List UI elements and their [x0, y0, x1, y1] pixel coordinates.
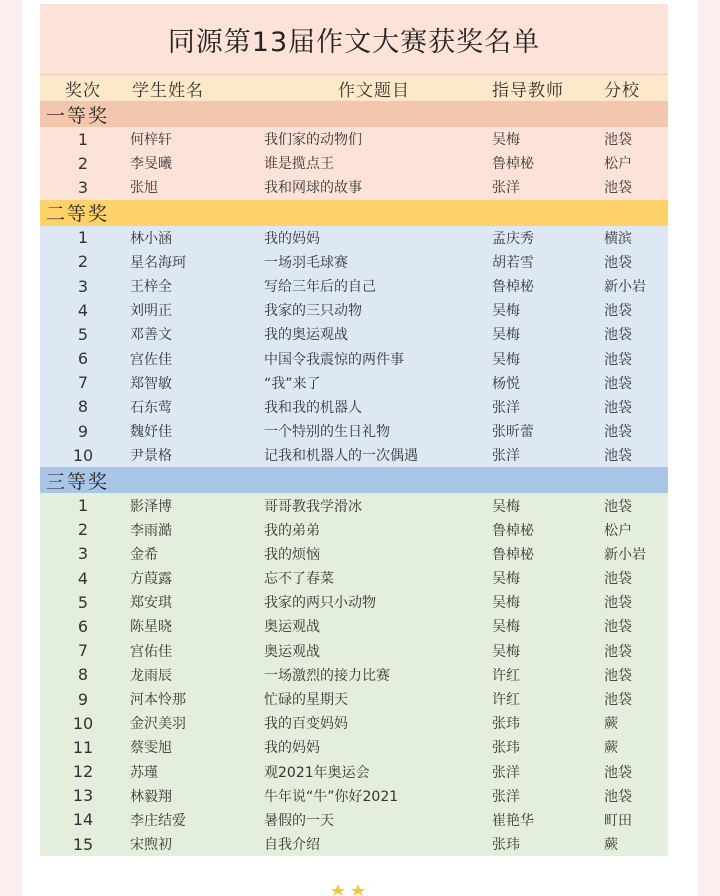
essay-title-cell: 我的烦恼	[264, 546, 320, 563]
rank-cell: 13	[72, 786, 94, 806]
table-row	[40, 443, 668, 467]
school-cell: 池袋	[604, 619, 632, 636]
teacher-cell: 鲁棹柲	[492, 546, 534, 563]
table-row	[40, 518, 668, 542]
table-row	[40, 395, 668, 419]
header-teacher: 指导教师	[492, 80, 564, 101]
teacher-cell: 许红	[492, 667, 520, 684]
teacher-cell: 吴梅	[492, 571, 520, 588]
student-name-cell: 金沢美羽	[130, 716, 186, 733]
student-name-cell: 刘明正	[130, 303, 172, 320]
teacher-cell: 吴梅	[492, 619, 520, 636]
table-row	[40, 687, 668, 711]
student-name-cell: 尹景格	[130, 448, 172, 465]
student-name-cell: 龙雨辰	[130, 667, 172, 684]
table-row	[40, 127, 668, 151]
header-school: 分校	[604, 80, 640, 101]
rank-cell: 10	[72, 713, 94, 733]
rank-cell: 2	[77, 252, 89, 272]
rank-cell: 11	[72, 737, 94, 757]
teacher-cell: 张玮	[492, 837, 520, 854]
student-name-cell: 影泽博	[130, 498, 172, 515]
student-name-cell: 宫佐佳	[130, 351, 172, 368]
essay-title-cell: 奥运观战	[264, 619, 320, 636]
teacher-cell: 吴梅	[492, 498, 520, 515]
award-sheet	[40, 4, 668, 856]
essay-title-cell: 观2021年奥运会	[264, 764, 370, 781]
teacher-cell: 孟庆秀	[492, 230, 534, 247]
school-cell: 池袋	[604, 595, 632, 612]
essay-title-cell: 一个特别的生日礼物	[264, 424, 390, 441]
rank-cell: 12	[72, 762, 94, 782]
table-row	[40, 711, 668, 735]
star-decoration-icon	[330, 884, 370, 896]
table-row	[40, 371, 668, 395]
student-name-cell: 宋煦初	[130, 837, 172, 854]
table-row	[40, 639, 668, 663]
table-row	[40, 298, 668, 322]
table-row	[40, 566, 668, 590]
student-name-cell: 郑智敏	[130, 375, 172, 392]
essay-title-cell: 我和我的机器人	[264, 399, 362, 416]
student-name-cell: 宫佑佳	[130, 643, 172, 660]
student-name-cell: 陈星晓	[130, 619, 172, 636]
rank-cell: 6	[77, 616, 89, 636]
third-prize-heading: 三等奖	[40, 467, 668, 493]
table-row	[40, 663, 668, 687]
teacher-cell: 鲁棹柲	[492, 522, 534, 539]
rank-cell: 7	[77, 373, 89, 393]
essay-title-cell: 奥运观战	[264, 643, 320, 660]
teacher-cell: 张洋	[492, 399, 520, 416]
student-name-cell: 方葭露	[130, 571, 172, 588]
essay-title-cell: 一场激烈的接力比赛	[264, 667, 390, 684]
school-cell: 池袋	[604, 399, 632, 416]
student-name-cell: 邓善文	[130, 327, 172, 344]
third-prize-section	[40, 467, 668, 856]
student-name-cell: 王梓全	[130, 279, 172, 296]
table-row	[40, 590, 668, 614]
essay-title-cell: 中国令我震惊的两件事	[264, 351, 404, 368]
table-row	[40, 347, 668, 371]
table-row	[40, 760, 668, 784]
rank-cell: 1	[77, 496, 89, 516]
student-name-cell: 李庄结爱	[130, 812, 186, 829]
school-cell: 池袋	[604, 498, 632, 515]
teacher-cell: 张玮	[492, 716, 520, 733]
school-cell: 池袋	[604, 571, 632, 588]
rank-cell: 9	[77, 689, 89, 709]
essay-title-cell: 暑假的一天	[264, 812, 334, 829]
table-row	[40, 419, 668, 443]
table-row	[40, 808, 668, 832]
essay-title-cell: “我”来了	[264, 375, 321, 392]
rank-cell: 2	[77, 153, 89, 173]
rank-cell: 1	[77, 129, 89, 149]
teacher-cell: 张洋	[492, 448, 520, 465]
school-cell: 池袋	[604, 667, 632, 684]
essay-title-cell: 记我和机器人的一次偶遇	[264, 448, 418, 465]
table-row	[40, 493, 668, 517]
teacher-cell: 崔艳华	[492, 812, 534, 829]
table-row	[40, 151, 668, 175]
first-prize-section	[40, 101, 668, 200]
rank-cell: 15	[72, 834, 94, 854]
school-cell: 池袋	[604, 692, 632, 709]
teacher-cell: 吴梅	[492, 132, 520, 149]
student-name-cell: 苏瑾	[130, 764, 158, 781]
school-cell: 池袋	[604, 254, 632, 271]
essay-title-cell: 我的妈妈	[264, 740, 320, 757]
table-row	[40, 832, 668, 856]
school-cell: 池袋	[604, 375, 632, 392]
table-row	[40, 175, 668, 199]
student-name-cell: 张旭	[130, 180, 158, 197]
school-cell: 蕨	[604, 716, 618, 733]
table-row	[40, 250, 668, 274]
student-name-cell: 魏妤佳	[130, 424, 172, 441]
student-name-cell: 林毅翔	[130, 788, 172, 805]
school-cell: 池袋	[604, 132, 632, 149]
essay-title-cell: 忘不了春菜	[264, 571, 334, 588]
student-name-cell: 何梓轩	[130, 132, 172, 149]
teacher-cell: 杨悦	[492, 375, 520, 392]
student-name-cell: 蔡雯旭	[130, 740, 172, 757]
table-row	[40, 274, 668, 298]
teacher-cell: 胡若雪	[492, 254, 534, 271]
student-name-cell: 李雨澔	[130, 522, 172, 539]
first-prize-heading: 一等奖	[40, 101, 668, 127]
rank-cell: 2	[77, 520, 89, 540]
rank-cell: 4	[77, 568, 89, 588]
school-cell: 池袋	[604, 788, 632, 805]
rank-cell: 7	[77, 641, 89, 661]
header-essay: 作文题目	[338, 80, 410, 101]
table-header	[40, 75, 668, 101]
school-cell: 新小岩	[604, 279, 646, 296]
table-row	[40, 542, 668, 566]
school-cell: 松户	[604, 522, 632, 539]
school-cell: 池袋	[604, 327, 632, 344]
school-cell: 池袋	[604, 448, 632, 465]
teacher-cell: 鲁棹柲	[492, 279, 534, 296]
student-name-cell: 金希	[130, 546, 158, 563]
essay-title-cell: 我的弟弟	[264, 522, 320, 539]
rank-cell: 8	[77, 397, 89, 417]
school-cell: 池袋	[604, 180, 632, 197]
teacher-cell: 吴梅	[492, 303, 520, 320]
teacher-cell: 张昕蕾	[492, 424, 534, 441]
school-cell: 蕨	[604, 740, 618, 757]
rank-cell: 3	[77, 177, 89, 197]
teacher-cell: 张洋	[492, 764, 520, 781]
teacher-cell: 吴梅	[492, 327, 520, 344]
student-name-cell: 河本怜那	[130, 692, 186, 709]
teacher-cell: 张洋	[492, 788, 520, 805]
essay-title-cell: 我家的三只动物	[264, 303, 362, 320]
rank-cell: 3	[77, 276, 89, 296]
school-cell: 新小岩	[604, 546, 646, 563]
teacher-cell: 吴梅	[492, 351, 520, 368]
header-student: 学生姓名	[132, 80, 204, 101]
rank-cell: 8	[77, 665, 89, 685]
rank-cell: 10	[72, 445, 94, 465]
teacher-cell: 张洋	[492, 180, 520, 197]
rank-cell: 5	[77, 324, 89, 344]
essay-title-cell: 写给三年后的自己	[264, 279, 376, 296]
school-cell: 蕨	[604, 837, 618, 854]
school-cell: 池袋	[604, 643, 632, 660]
essay-title-cell: 我的奥运观战	[264, 327, 348, 344]
essay-title-cell: 一场羽毛球赛	[264, 254, 348, 271]
teacher-cell: 鲁棹柲	[492, 156, 534, 173]
student-name-cell: 石东莺	[130, 399, 172, 416]
rank-cell: 6	[77, 349, 89, 369]
teacher-cell: 张玮	[492, 740, 520, 757]
essay-title-cell: 我家的两只小动物	[264, 595, 376, 612]
rank-cell: 1	[77, 228, 89, 248]
essay-title-cell: 哥哥教我学滑冰	[264, 498, 362, 515]
school-cell: 池袋	[604, 351, 632, 368]
school-cell: 松户	[604, 156, 632, 173]
essay-title-cell: 自我介绍	[264, 837, 320, 854]
essay-title-cell: 我和网球的故事	[264, 180, 362, 197]
school-cell: 池袋	[604, 303, 632, 320]
essay-title-cell: 我们家的动物们	[264, 132, 362, 149]
second-prize-heading: 二等奖	[40, 200, 668, 226]
header-rank: 奖次	[65, 80, 101, 101]
student-name-cell: 李旻曦	[130, 156, 172, 173]
school-cell: 池袋	[604, 764, 632, 781]
table-row	[40, 735, 668, 759]
page-title: 同源第13届作文大赛获奖名单	[40, 4, 668, 75]
table-row	[40, 614, 668, 638]
essay-title-cell: 忙碌的星期天	[264, 692, 348, 709]
rank-cell: 3	[77, 544, 89, 564]
rank-cell: 9	[77, 421, 89, 441]
school-cell: 池袋	[604, 424, 632, 441]
school-cell: 町田	[604, 812, 632, 829]
teacher-cell: 吴梅	[492, 643, 520, 660]
rank-cell: 4	[77, 300, 89, 320]
school-cell: 横滨	[604, 230, 632, 247]
teacher-cell: 许红	[492, 692, 520, 709]
essay-title-cell: 谁是揽点王	[264, 156, 334, 173]
table-row	[40, 226, 668, 250]
student-name-cell: 星名海珂	[130, 254, 186, 271]
second-prize-section	[40, 200, 668, 468]
essay-title-cell: 牛年说“牛”你好2021	[264, 788, 399, 805]
student-name-cell: 林小涵	[130, 230, 172, 247]
essay-title-cell: 我的妈妈	[264, 230, 320, 247]
rank-cell: 14	[72, 810, 94, 830]
rank-cell: 5	[77, 592, 89, 612]
student-name-cell: 郑安琪	[130, 595, 172, 612]
essay-title-cell: 我的百变妈妈	[264, 716, 348, 733]
table-row	[40, 784, 668, 808]
table-row	[40, 322, 668, 346]
teacher-cell: 吴梅	[492, 595, 520, 612]
